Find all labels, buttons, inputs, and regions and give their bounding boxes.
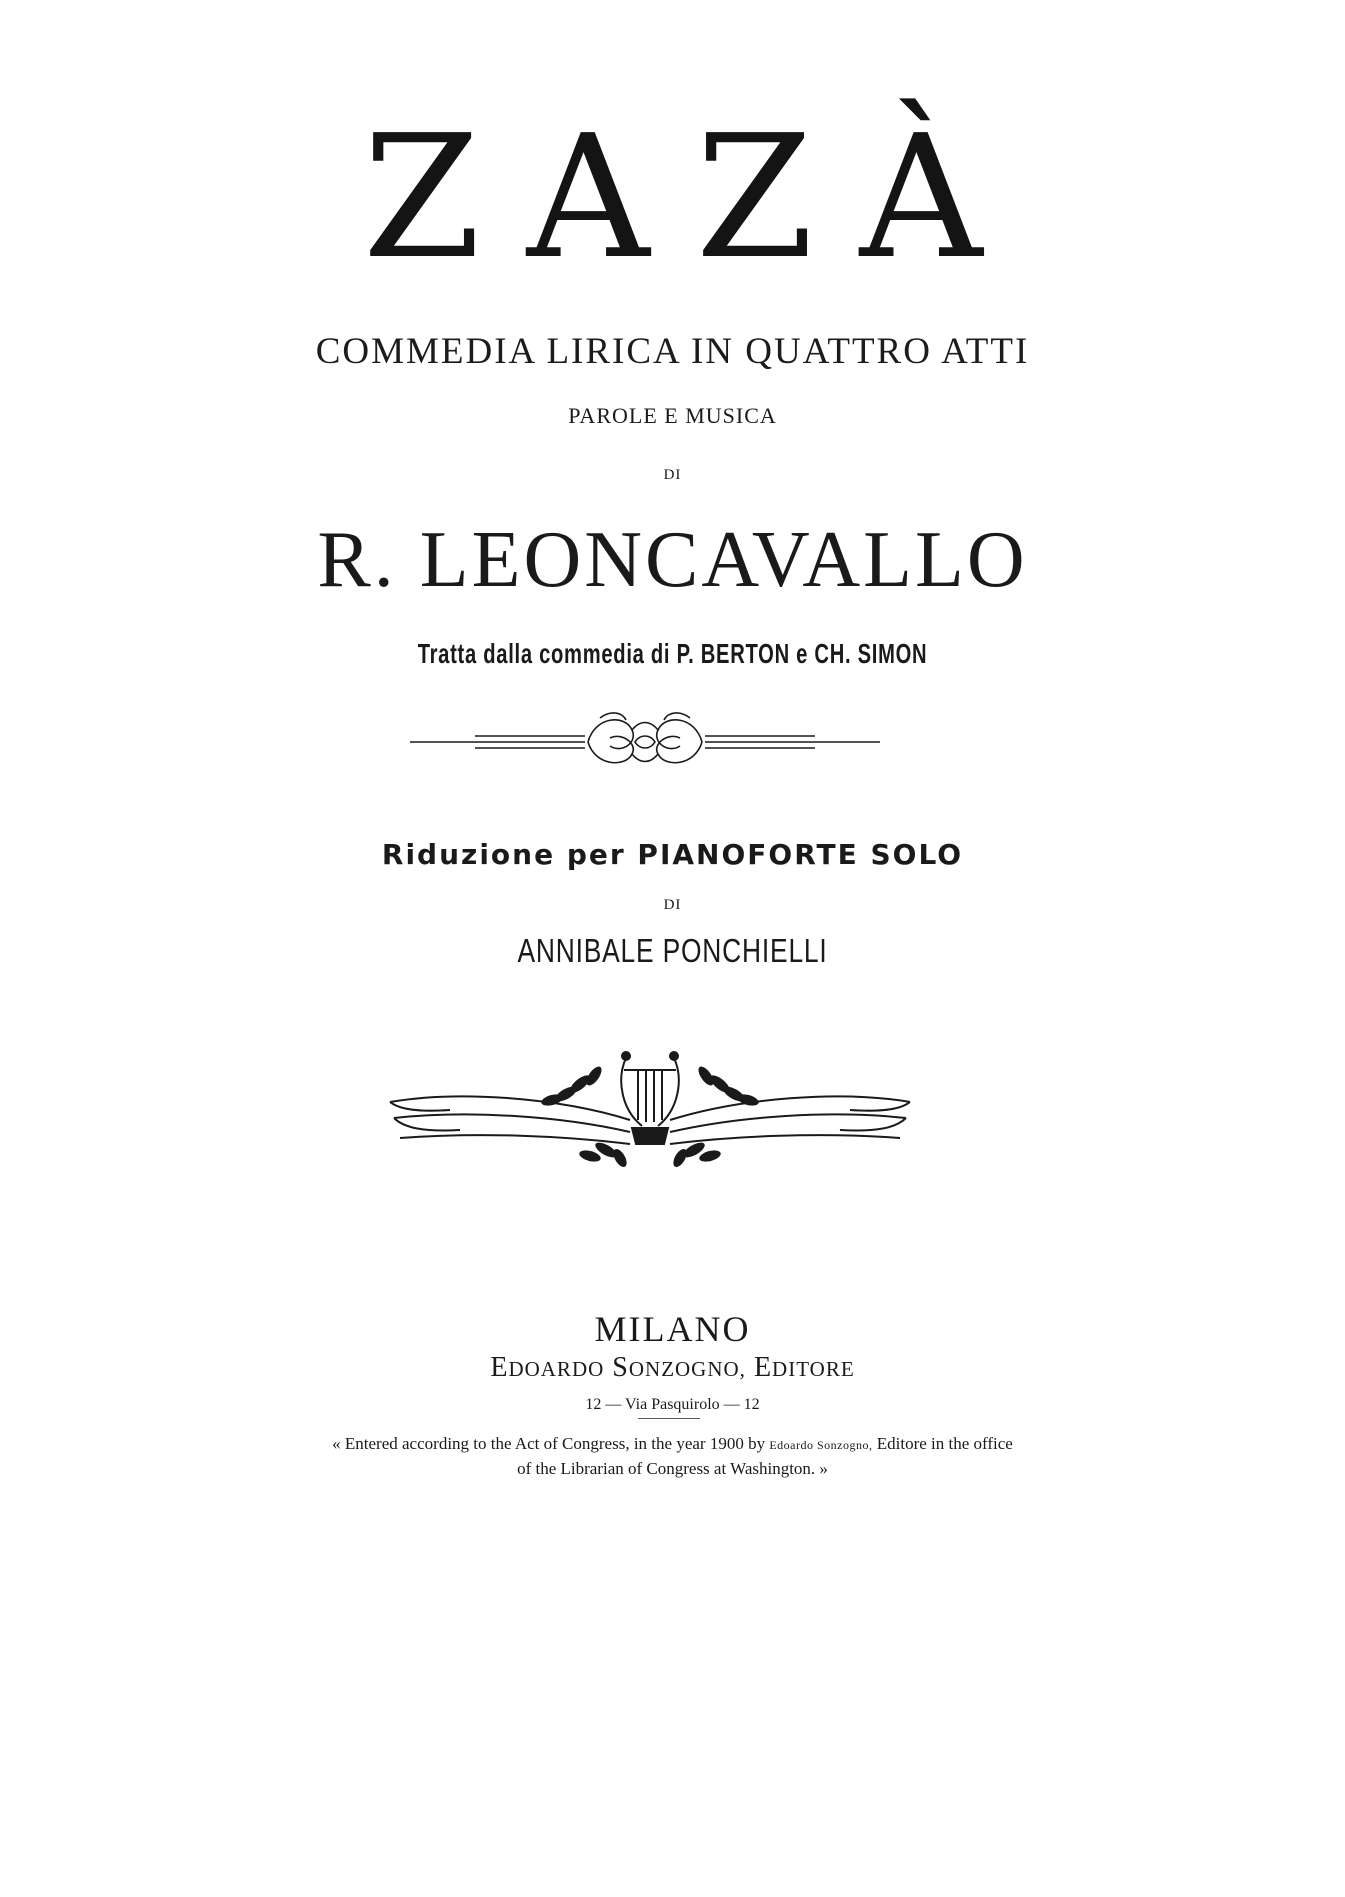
publisher-initial-2: S [612,1352,629,1383]
arranger-name: ANNIBALE PONCHIELLI [517,932,828,969]
copyright-line-1-start: « Entered according to the Act of Congress, in the year 1900 by [332,1434,766,1453]
publisher-address: 12 — Via Pasquirolo — 12 [585,1396,760,1413]
imprint-rule [638,1418,700,1419]
copyright-notice [0,1432,1345,1481]
composer-name: R. LEONCAVALLO [317,516,1028,604]
publisher-initial-1: E [490,1352,509,1383]
imprint-city: MILANO [594,1309,751,1349]
lyre-laurel-ornament-icon [380,1040,920,1170]
copyright-line-1-end: Editore in the office [876,1434,1013,1453]
credit-line: PAROLE E MUSICA [568,403,777,428]
opera-title: ZAZÀ [362,99,1029,297]
source-play-credit: Tratta dalla commedia di P. BERTON e CH. SIMON [417,638,928,669]
publisher-word-3: DITORE [772,1357,855,1381]
publisher-word-1: DOARDO [508,1357,605,1381]
opera-subtitle: COMMEDIA LIRICA IN QUATTRO ATTI [315,331,1030,372]
by-label-composer: DI [663,467,682,483]
art-nouveau-divider-icon [410,706,880,766]
copyright-line-1 [0,1432,1345,1457]
publisher-word-2: ONZOGNO, [628,1357,746,1381]
by-label-arranger: DI [663,897,682,913]
copyright-line-2: of the Librarian of Congress at Washington. » [517,1459,828,1478]
publisher-name [0,1352,1345,1384]
copyright-publisher: Edoardo Sonzogno, [769,1438,873,1452]
reduction-title: Riduzione per PIANOFORTE SOLO [381,838,964,871]
publisher-initial-3: E [753,1352,773,1383]
